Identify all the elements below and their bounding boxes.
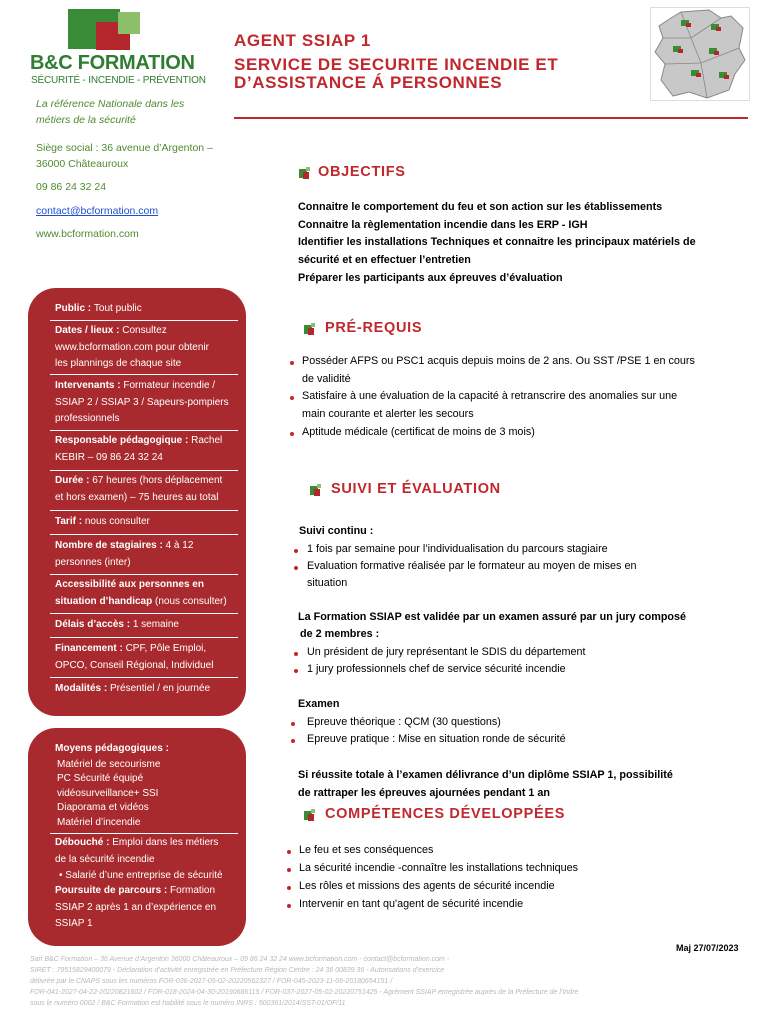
bullet-icon: [291, 739, 295, 743]
validation-line-2: de 2 membres :: [300, 628, 380, 640]
stagiaires-row: Nombre de stagiaires : 4 à 12 personnes (inter): [55, 540, 194, 568]
prerequis-item: de validité: [302, 373, 351, 385]
divider: [50, 833, 238, 834]
title-line-3: D’ASSISTANCE Á PERSONNES: [234, 73, 503, 92]
moyens-row: Moyens pédagogiques : Matériel de secourisme PC Sécurité équipé vidéosurveillance+ SSI Diaporama et vidéos Matériel d’incendie: [55, 743, 169, 828]
section-title-suivi: SUIVI ET ÉVALUATION: [331, 481, 501, 497]
website[interactable]: www.bcformation.com: [36, 228, 139, 240]
section-icon: [302, 322, 316, 336]
tarif-row: Tarif : nous consulter: [55, 516, 150, 527]
accessibilite-row: Accessibilité aux personnes en situation d’handicap (nous consulter): [55, 579, 227, 607]
competence-item: Les rôles et missions des agents de sécurité incendie: [299, 880, 555, 892]
bullet-icon: [294, 566, 298, 570]
divider: [50, 534, 238, 535]
logo-square-lightgreen: [118, 12, 140, 34]
bullet-icon: [287, 904, 291, 908]
examen-item: Epreuve théorique : QCM (30 questions): [307, 716, 501, 728]
financement-row: Financement : CPF, Pôle Emploi, OPCO, Conseil Régional, Individuel: [55, 643, 214, 671]
objectif-item: Connaitre le comportement du feu et son action sur les établissements: [298, 201, 663, 213]
update-date: Maj 27/07/2023: [676, 943, 739, 953]
section-title-competences: COMPÉTENCES DÉVELOPPÉES: [325, 806, 566, 822]
divider: [50, 574, 238, 575]
objectif-item: sécurité et en effectuer l’entretien: [298, 254, 471, 266]
prerequis-item: Posséder AFPS ou PSC1 acquis depuis moins de 2 ans. Ou SST /PSE 1 en cours: [302, 355, 695, 367]
competence-item: Intervenir en tant qu'agent de sécurité incendie: [299, 898, 524, 910]
divider: [50, 374, 238, 375]
divider: [50, 510, 238, 511]
title-line-2: SERVICE DE SECURITE INCENDIE ET: [234, 55, 559, 74]
footer-line: sous le numéro 0002 / B&C Formation est habilité sous le numéro INRS : 500361/2014/SST-01/OF/11: [30, 1000, 346, 1007]
suivi-continu-label: Suivi continu :: [299, 525, 374, 537]
delais-row: Délais d’accès : 1 semaine: [55, 619, 179, 630]
examen-label: Examen: [298, 698, 340, 710]
footer-line: FOR-041-2027-04-22-20220821602 / FOR-018-2024-04-30-20190686115 / FOR-037-2027-05-02-20220751425 - Agrément SSIAP enregistrée auprès de la Préfecture de l’Indre: [30, 989, 579, 996]
region-map: [650, 7, 750, 101]
divider: [50, 613, 238, 614]
jury-item: 1 jury professionnels chef de service sécurité incendie: [307, 663, 566, 675]
bullet-icon: [291, 722, 295, 726]
dates-row: Dates / lieux : Consultez www.bcformation.com pour obtenir les plannings de chaque site: [55, 325, 209, 369]
responsable-row: Responsable pédagogique : Rachel KEBIR – 09 86 24 32 24: [55, 435, 223, 463]
section-icon: [308, 483, 322, 497]
bullet-icon: [290, 396, 294, 400]
bullet-icon: [294, 652, 298, 656]
prerequis-item: main courante et alerter les secours: [302, 408, 474, 420]
competence-item: La sécurité incendie -connaître les installations techniques: [299, 862, 579, 874]
divider: [50, 637, 238, 638]
divider: [50, 320, 238, 321]
bullet-icon: [294, 669, 298, 673]
footer-line: délivrée par le CNAPS sous les numéros FOR-036-2027-05-02-20220562327 / FOR-045-2023-11-06-20180654151 /: [30, 978, 393, 985]
title-line-1: AGENT SSIAP 1: [234, 31, 371, 50]
bullet-icon: [287, 850, 291, 854]
objectif-item: Identifier les installations Techniques et connaitre les principaux matériels de: [298, 236, 696, 248]
suivi-item: 1 fois par semaine pour l’individualisation du parcours stagiaire: [307, 543, 608, 555]
bullet-icon: [287, 886, 291, 890]
section-icon: [302, 808, 316, 822]
section-icon: [297, 166, 311, 180]
divider: [50, 677, 238, 678]
divider: [50, 430, 238, 431]
divider: [50, 470, 238, 471]
jury-item: Un président de jury représentant le SDIS du département: [307, 646, 586, 658]
suivi-item: Evaluation formative réalisée par le formateur au moyen de mises en: [307, 560, 637, 572]
validation-line-1: La Formation SSIAP est validée par un examen assuré par un jury composé: [298, 611, 687, 623]
poursuite-row: Poursuite de parcours : Formation SSIAP 2 après 1 an d’expérience en SSIAP 1: [55, 885, 217, 929]
title-rule: [234, 117, 748, 119]
objectif-item: Préparer les participants aux épreuves d’évaluation: [298, 272, 563, 284]
suivi-item: situation: [307, 577, 348, 589]
address-line-2: 36000 Châteauroux: [36, 158, 129, 170]
bullet-icon: [290, 432, 294, 436]
reussite-line-1: Si réussite totale à l’examen délivrance d’un diplôme SSIAP 1, possibilité: [298, 769, 673, 781]
modalites-row: Modalités : Présentiel / en journée: [55, 683, 211, 694]
bullet-icon: [290, 361, 294, 365]
section-title-prerequis: PRÉ-REQUIS: [325, 320, 423, 336]
reussite-line-2: de rattraper les épreuves ajournées pendant 1 an: [298, 787, 551, 799]
address-line-1: Siège social : 36 avenue d’Argenton –: [36, 142, 213, 154]
duree-row: Durée : 67 heures (hors déplacement et hors examen) – 75 heures au total: [55, 475, 223, 503]
debouche-row: Débouché : Emploi dans les métiers de la sécurité incendie • Salarié d’une entreprise de sécurité: [55, 837, 223, 881]
prerequis-item: Satisfaire à une évaluation de la capacité à retranscrire des anomalies sur une: [302, 390, 678, 402]
bullet-icon: [287, 868, 291, 872]
tagline: La référence Nationale dans les métiers de la sécurité: [36, 98, 185, 126]
competence-item: Le feu et ses conséquences: [299, 844, 434, 856]
intervenants-row: Intervenants : Formateur incendie / SSIAP 2 / SSIAP 3 / Sapeurs-pompiers professionnels: [55, 380, 229, 424]
prerequis-item: Aptitude médicale (certificat de moins de 3 mois): [302, 426, 535, 438]
footer-line: Sarl B&C Formation – 36 Avenue d’Argenton 36000 Châteauroux – 09 86 24 32 24 www.bcformation.com - contact@bcformation.com -: [30, 956, 450, 963]
logo-subtitle: SÉCURITÉ - INCENDIE - PRÉVENTION: [31, 75, 206, 86]
section-title-objectifs: OBJECTIFS: [318, 164, 406, 180]
footer-line: SIRET : 79515829400079 - Déclaration d’activité enregistrée en Préfecture Région Centre : 24 36 00839 36 - Autorisations d’exercice: [30, 967, 445, 974]
logo-brand: B&C FORMATION: [30, 52, 195, 74]
phone: 09 86 24 32 24: [36, 181, 107, 193]
examen-item: Epreuve pratique : Mise en situation ronde de sécurité: [307, 733, 566, 745]
email-link[interactable]: contact@bcformation.com: [36, 205, 159, 217]
bullet-icon: [294, 549, 298, 553]
objectif-item: Connaitre la règlementation incendie dans les ERP - IGH: [298, 219, 588, 231]
public-row: Public : Tout public: [55, 303, 142, 314]
